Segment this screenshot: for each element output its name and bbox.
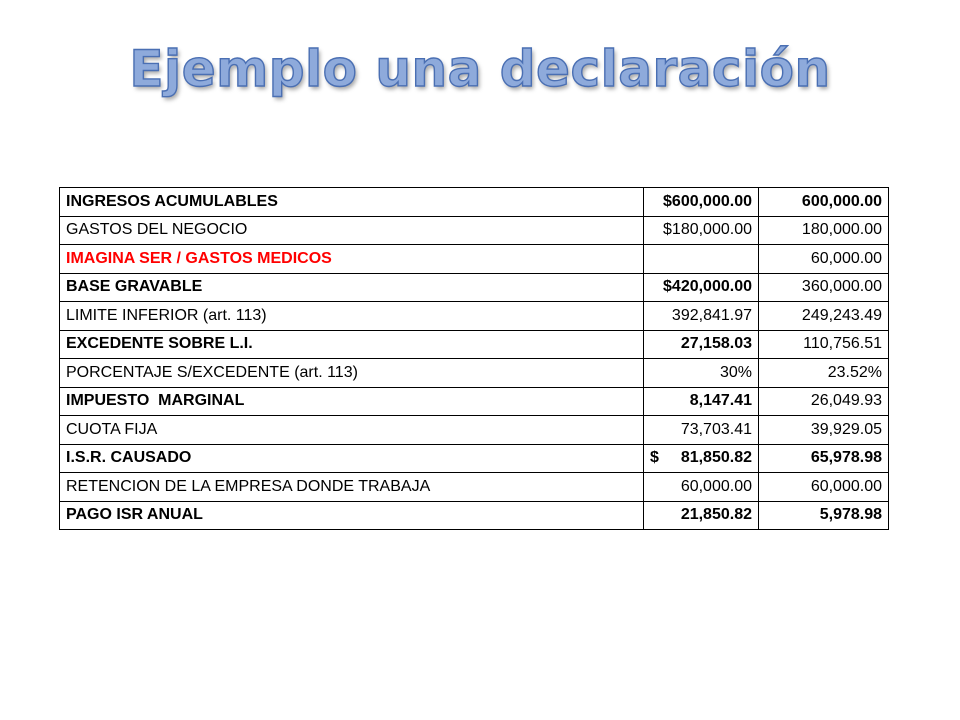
table-row [60, 245, 889, 274]
value-declared: $420,000.00 [644, 273, 759, 302]
value-declared [644, 444, 759, 473]
value-declared [644, 245, 759, 274]
page-title: Ejemplo una declaración [129, 40, 831, 98]
table-row [60, 387, 889, 416]
table-row [60, 444, 889, 473]
value-declared: 21,850.82 [644, 501, 759, 530]
row-label: INGRESOS ACUMULABLES [60, 188, 644, 217]
table-row [60, 330, 889, 359]
table-row [60, 188, 889, 217]
value-alternative: 23.52% [759, 359, 889, 388]
value-declared: 60,000.00 [644, 473, 759, 502]
row-label: IMPUESTO MARGINAL [60, 387, 644, 416]
value-declared: $600,000.00 [644, 188, 759, 217]
value-alternative: 60,000.00 [759, 473, 889, 502]
row-label: I.S.R. CAUSADO [60, 444, 644, 473]
value-declared: $180,000.00 [644, 216, 759, 245]
row-label: RETENCION DE LA EMPRESA DONDE TRABAJA [60, 473, 644, 502]
table-row [60, 216, 889, 245]
row-label: EXCEDENTE SOBRE L.I. [60, 330, 644, 359]
value-alternative: 600,000.00 [759, 188, 889, 217]
declaration-table [59, 187, 889, 530]
value-declared: 392,841.97 [644, 302, 759, 331]
table-row [60, 416, 889, 445]
value-alternative: 180,000.00 [759, 216, 889, 245]
row-label: PAGO ISR ANUAL [60, 501, 644, 530]
value-alternative: 110,756.51 [759, 330, 889, 359]
value-declared: 27,158.03 [644, 330, 759, 359]
value-alternative: 26,049.93 [759, 387, 889, 416]
table-row [60, 302, 889, 331]
row-label: CUOTA FIJA [60, 416, 644, 445]
value-declared: 8,147.41 [644, 387, 759, 416]
table-row [60, 473, 889, 502]
table-row [60, 273, 889, 302]
value-alternative: 360,000.00 [759, 273, 889, 302]
value-alternative: 65,978.98 [759, 444, 889, 473]
table-row [60, 501, 889, 530]
row-label: BASE GRAVABLE [60, 273, 644, 302]
currency-amount: 81,850.82 [680, 449, 752, 467]
value-alternative: 39,929.05 [759, 416, 889, 445]
currency-symbol: $ [650, 449, 659, 467]
row-label: PORCENTAJE S/EXCEDENTE (art. 113) [60, 359, 644, 388]
value-declared: 30% [644, 359, 759, 388]
value-declared: 73,703.41 [644, 416, 759, 445]
value-alternative: 249,243.49 [759, 302, 889, 331]
table-row [60, 359, 889, 388]
row-label: IMAGINA SER / GASTOS MEDICOS [60, 245, 644, 274]
value-alternative: 5,978.98 [759, 501, 889, 530]
row-label: LIMITE INFERIOR (art. 113) [60, 302, 644, 331]
row-label: GASTOS DEL NEGOCIO [60, 216, 644, 245]
value-alternative: 60,000.00 [759, 245, 889, 274]
